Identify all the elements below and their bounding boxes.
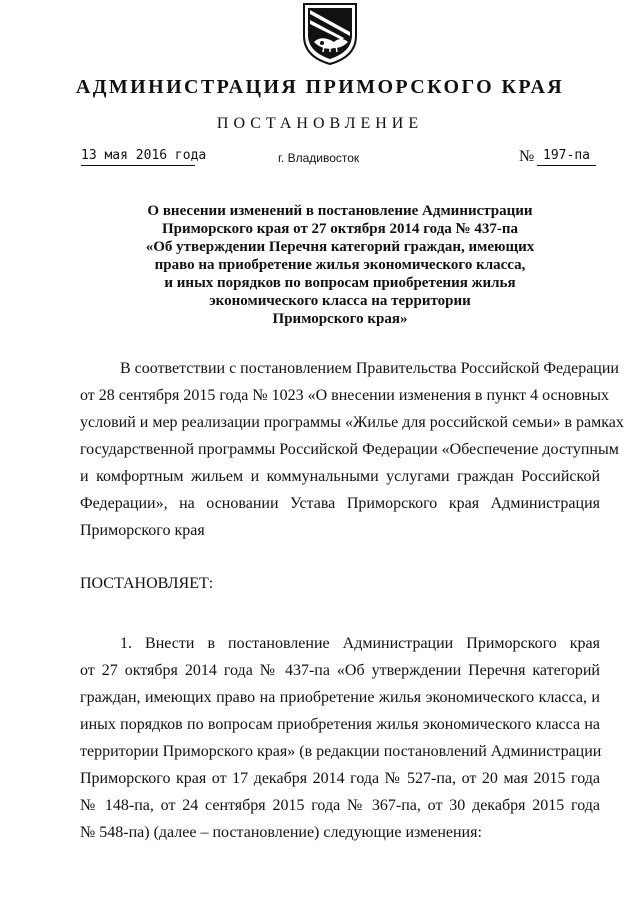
text-line: Приморского края xyxy=(80,522,205,539)
text-line: В соответствии с постановлением Правительства Российской Федерации xyxy=(120,360,619,377)
text-line: государственной программы Российской Федерации «Обеспечение доступным xyxy=(80,441,619,458)
text-line: от 27 октября 2014 года № 437-па «Об утверждении Перечня категорий xyxy=(80,662,600,679)
document-date: 13 мая 2016 года xyxy=(81,147,195,166)
document-city: г. Владивосток xyxy=(278,151,360,165)
text-line: и комфортным жильем и коммунальными услугами граждан Российской xyxy=(80,468,600,485)
document-type: ПОСТАНОВЛЕНИЕ xyxy=(216,115,424,132)
number-sign: № xyxy=(519,148,535,165)
document-subject xyxy=(80,202,600,328)
organization-title: АДМИНИСТРАЦИЯ ПРИМОРСКОГО КРАЯ xyxy=(75,76,565,98)
text-line: условий и мер реализации программы «Жилье для российской семьи» в рамках xyxy=(80,414,624,431)
decree-heading: ПОСТАНОВЛЯЕТ: xyxy=(80,575,214,592)
subject-line: О внесении изменений в постановление Администрации xyxy=(147,203,533,219)
text-line: № 548-па) (далее – постановление) следующие изменения: xyxy=(80,824,482,841)
text-line: граждан, имеющих право на приобретение жилья экономического класса, и xyxy=(80,689,600,706)
item-1-paragraph xyxy=(80,630,600,846)
text-line: № 148-па, от 24 сентября 2015 года № 367-па, от 30 декабря 2015 года xyxy=(80,797,600,814)
subject-line: право на приобретение жилья экономического класса, xyxy=(154,257,526,273)
document-number: 197-па xyxy=(537,147,596,166)
subject-line: Приморского края от 27 октября 2014 года № 437-па xyxy=(161,221,518,237)
subject-line: «Об утверждении Перечня категорий граждан, имеющих xyxy=(145,239,535,255)
text-line: иных порядков по вопросам приобретения жилья экономического класса на xyxy=(80,716,600,733)
subject-line: и иных порядков по вопросам приобретения жилья xyxy=(164,275,516,291)
subject-line: Приморского края» xyxy=(272,311,408,327)
preamble-paragraph xyxy=(80,355,624,544)
text-line: Приморского края от 17 декабря 2014 года № 527-па, от 20 мая 2015 года xyxy=(80,770,600,787)
text-line: от 28 сентября 2015 года № 1023 «О внесении изменения в пункт 4 основных xyxy=(80,387,610,404)
text-line: территории Приморского края» (в редакции постановлений Администрации xyxy=(80,743,602,760)
text-line: Федерации», на основании Устава Приморского края Администрация xyxy=(80,495,600,512)
coat-of-arms-emblem xyxy=(300,2,360,66)
text-line: 1. Внести в постановление Администрации Приморского края xyxy=(120,635,600,652)
subject-line: экономического класса на территории xyxy=(209,293,471,309)
